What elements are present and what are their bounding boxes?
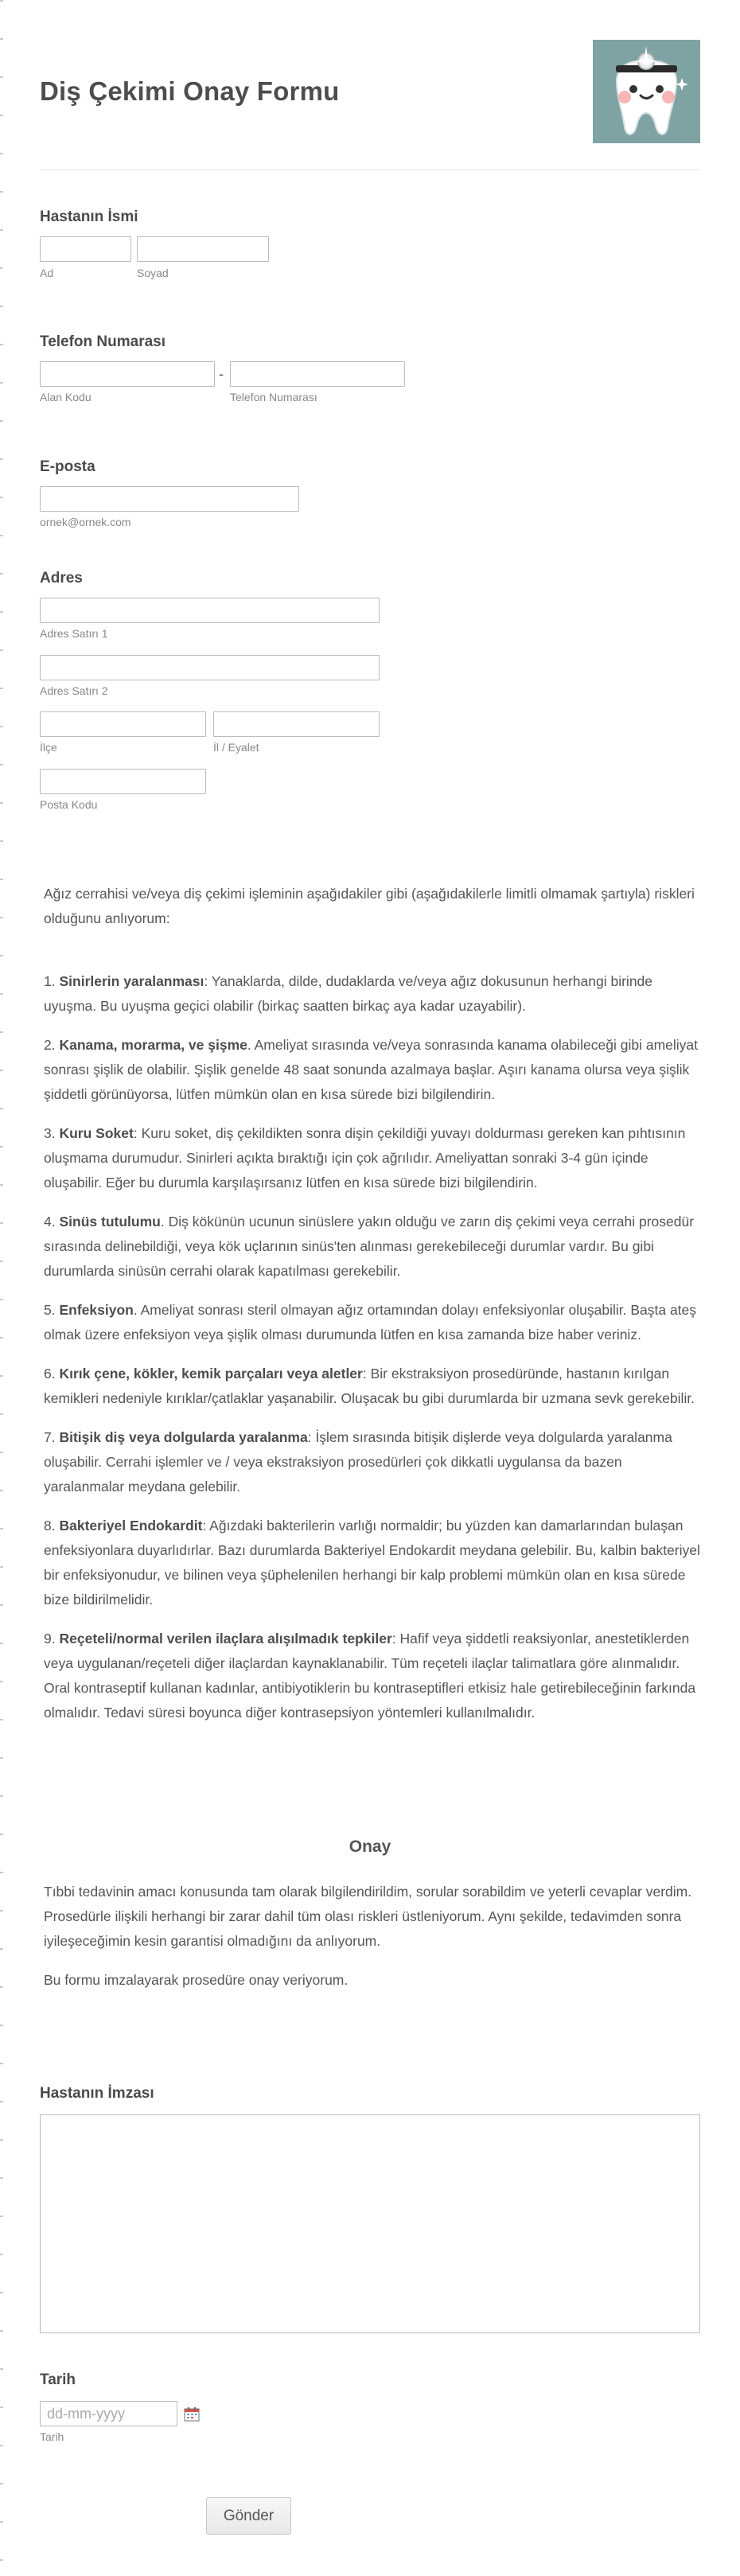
phone-number-sublabel: Telefon Numarası — [230, 391, 317, 403]
tooth-with-headlamp-icon — [593, 40, 700, 143]
area-code-input[interactable] — [40, 361, 215, 387]
risks-intro: Ağız cerrahisi ve/veya diş çekimi işleminin aşağıdakiler gibi (aşağıdakilerle limitli olmamak şartıyla) riskleri olduğunu anlıyorum: — [44, 886, 695, 926]
address-line1-input[interactable] — [40, 598, 380, 623]
risk-title: Reçeteli/normal verilen ilaçlara alışılmadık tepkiler — [59, 1631, 392, 1647]
province-sublabel: İl / Eyalet — [213, 741, 259, 754]
risk-description: . Ameliyat sırasında ve/veya sonrasında kanama olabileceği gibi ameliyat sonrası şişlik de olabilir. Şişlik genelde 48 saat sonunda azalmaya başlar. Aşırı kanama olursa veya şişlik şiddetli görünüyorsa, lütfen mümkün olan en kısa sürede bizi bilgilendirin. — [44, 1037, 699, 1102]
address-label: Adres — [40, 570, 83, 587]
postal-code-input[interactable] — [40, 769, 206, 794]
risk-number: 6. — [44, 1366, 56, 1382]
risk-description: . Diş kökünün ucunun sinüslere yakın olduğu ve zarın diş çekimi veya cerrahi prosedür sırasında delinebildiği, veya kök uçlarının sinüs'ten alınması gerekebileceği durumlar vardır. Bu gibi durumlarda sinüsün cerrahi olarak kapatılması gerekebilir. — [44, 1214, 695, 1279]
risk-item — [44, 1121, 700, 1195]
risk-description: : Ağızdaki bakterilerin varlığı normaldir; bu yüzden kan damarlarından bulaşan enfeksiyonlara duyarlıdırlar. Bazı durumlarda Bakteriyel Endokardit meydana gelebilir. Bu, kalbin bakteriyel bir enfeksiyonudur, ve bilinen veya şüphelenilen herhangi bir kalp problemi mümkün olan en kısa sürede bize bildirilmelidir. — [44, 1518, 700, 1608]
risk-title: Kuru Soket — [59, 1125, 134, 1141]
consent-section — [44, 1880, 700, 2007]
risk-number: 5. — [44, 1302, 56, 1318]
email-label: E-posta — [40, 458, 95, 475]
phone-label: Telefon Numarası — [40, 333, 166, 350]
risk-title: Sinirlerin yaralanması — [59, 973, 204, 989]
risk-number: 3. — [44, 1125, 56, 1141]
risk-description: : Kuru soket, diş çekildikten sonra dişin çekildiği yuvayı doldurması gereken kan pıhtısının oluşmama durumudur. Sinirleri açıkta bıraktığı için çok ağrılıdır. Ameliyattan sonraki 3-4 gün içinde oluşabilir. Eğer bu durumla karşılaşırsanız lütfen en kısa sürede bizi bilgilendirin. — [44, 1125, 686, 1191]
postal-code-sublabel: Posta Kodu — [40, 798, 98, 811]
risk-item — [44, 1033, 700, 1107]
address-line1-sublabel: Adres Satırı 1 — [40, 627, 108, 640]
risk-title: Kanama, morarma, ve şişme — [59, 1037, 247, 1053]
risk-item — [44, 1425, 700, 1499]
risk-number: 1. — [44, 973, 56, 989]
date-input[interactable] — [40, 2401, 177, 2426]
first-name-input[interactable] — [40, 236, 131, 262]
address-line2-input[interactable] — [40, 655, 380, 680]
district-input[interactable] — [40, 711, 206, 737]
address-line2-sublabel: Adres Satırı 2 — [40, 684, 108, 697]
signature-pad[interactable] — [40, 2114, 700, 2333]
risk-title: Bitişik diş veya dolgularda yaralanma — [59, 1429, 308, 1445]
risks-section — [44, 882, 700, 1740]
area-code-sublabel: Alan Kodu — [40, 391, 92, 403]
risk-description: : Bir ekstraksiyon prosedüründe, hastanın kırılgan kemikleri nedeniyle kırıklar/çatlaklar yaşanabilir. Oluşacak bu gibi durumlarda bir uzmana sevk gerekebilir. — [44, 1366, 695, 1406]
last-name-input[interactable] — [137, 236, 269, 262]
page-edge-marks — [0, 0, 3, 2576]
phone-number-input[interactable] — [230, 361, 405, 387]
last-name-sublabel: Soyad — [137, 267, 169, 279]
email-input[interactable] — [40, 486, 299, 512]
form-title: Diş Çekimi Onay Formu — [40, 76, 340, 106]
first-name-sublabel: Ad — [40, 267, 54, 279]
signature-label: Hastanın İmzası — [40, 2085, 154, 2102]
risk-item — [44, 1298, 700, 1347]
risk-title: Kırık çene, kökler, kemik parçaları veya aletler — [59, 1366, 363, 1382]
province-input[interactable] — [213, 711, 380, 737]
calendar-icon[interactable] — [184, 2406, 200, 2422]
district-sublabel: İlçe — [40, 741, 57, 754]
risk-list — [44, 969, 700, 1725]
phone-separator: - — [219, 366, 224, 382]
risk-description: : Yanaklarda, dilde, dudaklarda ve/veya ağız dokusunun herhangi birinde uyuşma. Bu uyuşma geçici olabilir (birkaç saatten birkaç aya kadar uzayabilir). — [44, 973, 653, 1014]
risk-description: : İşlem sırasında bitişik dişlerde veya dolgularda yaralanma oluşabilir. Cerrahi işlemler ve / veya ekstraksiyon prosedürleri çok dikkatli uygulansa da bazen yaralanmalar meydana gelebilir. — [44, 1429, 672, 1495]
risk-number: 4. — [44, 1214, 56, 1230]
consent-paragraph-1: Tıbbi tedavinin amacı konusunda tam olarak bilgilendirildim, sorular sorabildim ve yeterli cevaplar verdim. Prosedürle ilişkili herhangi bir zarar dahil tüm olası riskleri üstleniyorum. Aynı şekilde, tedavimden sonra iyileşeceğimin kesin garantisi olmadığını da anlıyorum. — [44, 1884, 692, 1949]
risk-description: : Hafif veya şiddetli reaksiyonlar, anestetiklerden veya uygulanan/reçeteli diğer ilaçlardan kaynaklanabilir. Tüm reçeteli ilaçlar talimatlara göre alınmalıdır. Oral kontraseptif kullanan kadınlar, antibiyotiklerin bu kontraseptifleri etkisiz hale getirebileceğinin farkında olmalıdır. Tedavi süresi boyunca diğer kontrasepsiyon yöntemleri kullanılmalıdır. — [44, 1631, 696, 1721]
risk-number: 7. — [44, 1429, 56, 1445]
risk-item — [44, 1362, 700, 1411]
name-label: Hastanın İsmi — [40, 208, 138, 225]
risk-item — [44, 1210, 700, 1284]
risk-title: Sinüs tutulumu — [59, 1214, 161, 1230]
submit-button[interactable]: Gönder — [206, 2497, 291, 2535]
date-label: Tarih — [40, 2371, 76, 2388]
risk-item — [44, 969, 700, 1019]
email-sublabel: ornek@ornek.com — [40, 516, 131, 528]
risk-number: 8. — [44, 1518, 56, 1534]
risk-title: Enfeksiyon — [59, 1302, 134, 1318]
date-sublabel: Tarih — [40, 2430, 64, 2443]
consent-paragraph-2: Bu formu imzalayarak prosedüre onay veriyorum. — [44, 1972, 349, 1988]
risk-number: 9. — [44, 1631, 56, 1647]
consent-title: Onay — [349, 1837, 391, 1856]
risk-description: . Ameliyat sonrası steril olmayan ağız ortamından dolayı enfeksiyonlar oluşabilir. Başta ateş olmak üzere enfeksiyon veya şişlik olması durumunda lütfen en kısa zamanda bize haber veriniz. — [44, 1302, 697, 1343]
risk-title: Bakteriyel Endokardit — [59, 1518, 203, 1534]
risk-item — [44, 1627, 700, 1725]
risk-item — [44, 1514, 700, 1612]
risk-number: 2. — [44, 1037, 56, 1053]
